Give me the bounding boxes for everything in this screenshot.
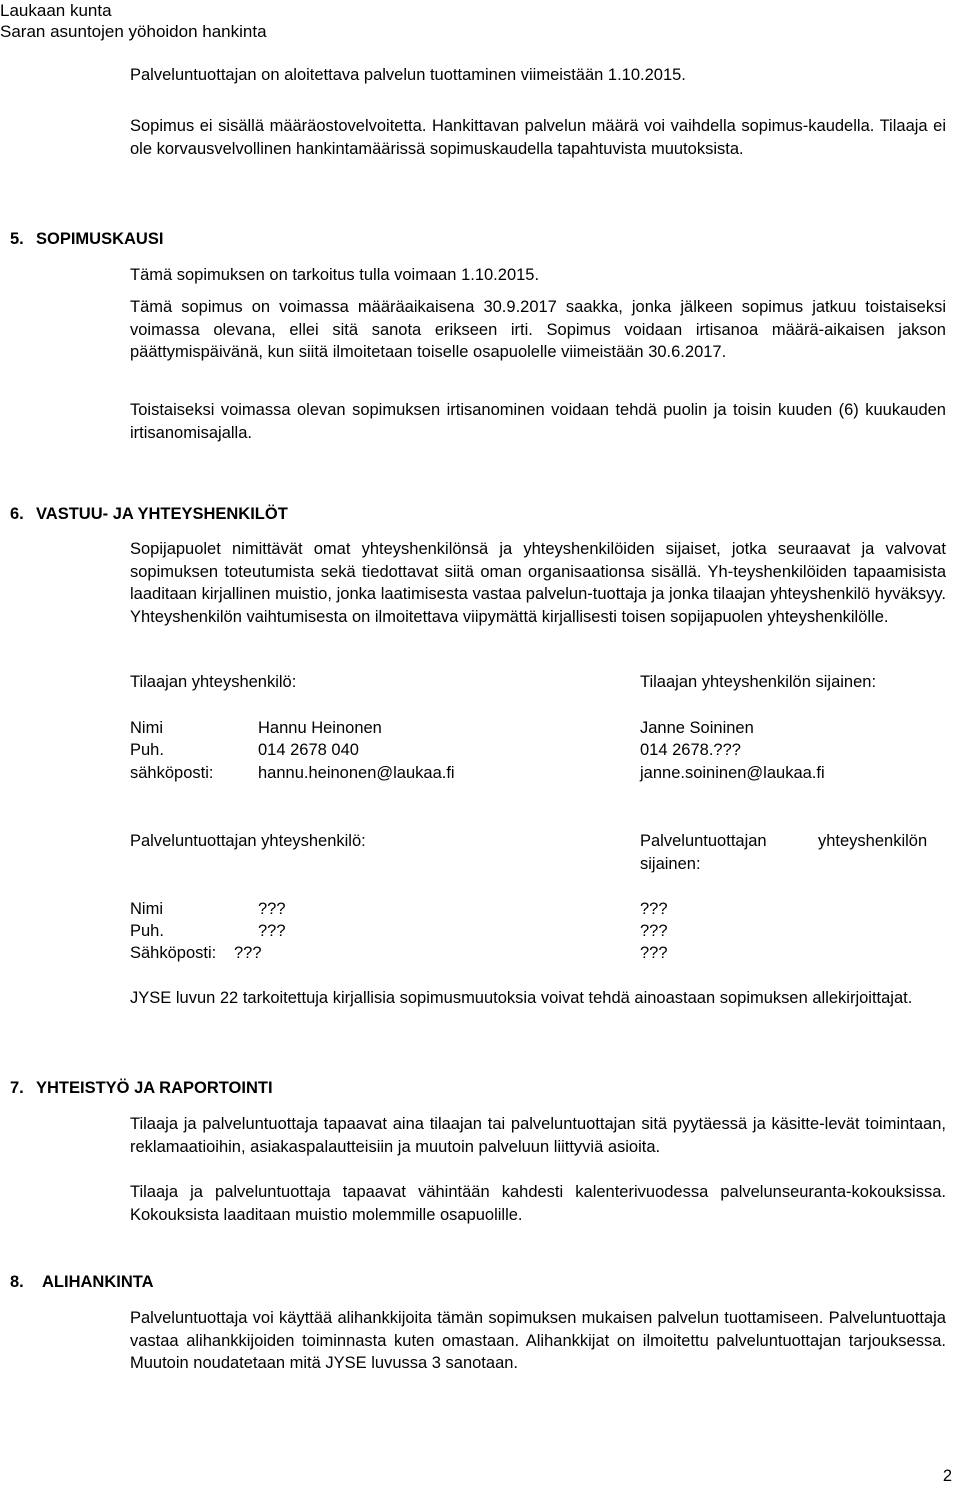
section-6-number: 6. — [10, 505, 24, 523]
section-7-paragraph-1: Tilaaja ja palveluntuottaja tapaavat aina tilaajan tai palveluntuottajan sitä pyytäessä ja käsitte-levät toimintaan, reklamaatioihin, asiakaspalautteisiin ja muutoin palveluun liittyviä asioita. — [130, 1115, 946, 1156]
document-header — [0, 0, 267, 42]
section-5-number: 5. — [10, 230, 24, 248]
section-8-number: 8. — [10, 1273, 24, 1291]
client-deputy-name: Janne Soininen — [640, 719, 754, 737]
section-6-paragraph-1: Sopijapuolet nimittävät omat yhteyshenkilönsä ja yhteyshenkilöiden sijaiset, jotka seuraavat ja valvovat sopimuksen toteutumista sekä tiedottavat siitä oman organisaationsa sisällä. Yh-teyshenkilöiden tapaamisista laaditaan kirjallinen muistio, jonka laatimisesta vastaa palvelun-tuottaja ja jonka tilaajan yhteyshenkilö hyväksyy. Yhteyshenkilön vaihtumisesta on ilmoitettava viipymättä kirjallisesti toisen sopijapuolen yhteyshenkilölle. — [130, 540, 946, 626]
client-name: Hannu Heinonen — [258, 719, 382, 737]
provider-label-email: Sähköposti: — [130, 944, 217, 962]
section-7-paragraph-2: Tilaaja ja palveluntuottaja tapaavat vähintään kahdesti kalenterivuodessa palvelunseuranta-kokouksissa. Kokouksista laaditaan muistio molemmille osapuolille. — [130, 1183, 946, 1224]
section-6-title: VASTUU- JA YHTEYSHENKILÖT — [36, 505, 288, 523]
section-8-paragraph-1: Palveluntuottaja voi käyttää alihankkijoita tämän sopimuksen mukaisen palvelun tuottamiseen. Palveluntuottaja vastaa alihankkijoiden toiminnasta kuten omastaan. Alihankkijat on ilmoitettu palveluntuottajan tarjouksessa. Muutoin noudatetaan mitä JYSE luvussa 3 sanotaan. — [130, 1309, 946, 1372]
provider-phone: ??? — [258, 922, 286, 940]
client-deputy-heading: Tilaajan yhteyshenkilön sijainen: — [640, 673, 877, 691]
client-label-email: sähköposti: — [130, 764, 214, 782]
provider-deputy-email: ??? — [640, 944, 668, 962]
provider-deputy-heading-part3: sijainen: — [640, 855, 701, 873]
client-email: hannu.heinonen@laukaa.fi — [258, 764, 455, 782]
intro-paragraph-start-date: Palveluntuottajan on aloitettava palvelun tuottaminen viimeistään 1.10.2015. — [130, 66, 686, 84]
section-5-paragraph-2: Tämä sopimus on voimassa määräaikaisena 30.9.2017 saakka, jonka jälkeen sopimus jatkuu toistaiseksi voimassa olevana, ellei sitä sanota erikseen irti. Sopimus voidaan irtisanoa määrä-aikaisen jakson päättymispäivänä, kun siitä ilmoitetaan toiselle osapuolelle viimeistään 30.6.2017. — [130, 298, 946, 361]
client-deputy-phone: 014 2678.??? — [640, 741, 741, 759]
header-organization: Laukaan kunta — [0, 1, 112, 20]
provider-label-name: Nimi — [130, 900, 163, 918]
section-5-paragraph-3: Toistaiseksi voimassa olevan sopimuksen irtisanominen voidaan tehdä puolin ja toisin kuuden (6) kuukauden irtisanomisajalla. — [130, 401, 946, 442]
section-8-title: ALIHANKINTA — [42, 1273, 154, 1291]
client-label-phone: Puh. — [130, 741, 164, 759]
client-phone: 014 2678 040 — [258, 741, 359, 759]
provider-label-phone: Puh. — [130, 922, 164, 940]
client-deputy-email: janne.soininen@laukaa.fi — [640, 764, 825, 782]
section-5-title: SOPIMUSKAUSI — [36, 230, 164, 248]
provider-deputy-heading-part2: yhteyshenkilön — [818, 832, 928, 850]
provider-deputy-phone: ??? — [640, 922, 668, 940]
provider-name: ??? — [258, 900, 286, 918]
client-contact-heading: Tilaajan yhteyshenkilö: — [130, 673, 297, 691]
header-project-title: Saran asuntojen yöhoidon hankinta — [0, 22, 267, 41]
provider-deputy-heading-part1: Palveluntuottajan — [640, 832, 767, 850]
provider-deputy-name: ??? — [640, 900, 668, 918]
provider-contact-heading: Palveluntuottajan yhteyshenkilö: — [130, 832, 366, 850]
intro-paragraph-volume: Sopimus ei sisällä määräostovelvoitetta. Hankittavan palvelun määrä voi vaihdella sopimus-kaudella. Tilaaja ei ole korvausvelvollinen hankintamäärissä sopimuskaudella tapahtuvista muutoksista. — [130, 117, 946, 158]
section-7-number: 7. — [10, 1079, 24, 1097]
page-number: 2 — [942, 1467, 952, 1485]
section-6-paragraph-2: JYSE luvun 22 tarkoitettuja kirjallisia sopimusmuutoksia voivat tehdä ainoastaan sopimuksen allekirjoittajat. — [130, 989, 913, 1007]
section-5-paragraph-1: Tämä sopimuksen on tarkoitus tulla voimaan 1.10.2015. — [130, 266, 540, 284]
provider-email: ??? — [234, 944, 262, 962]
client-label-name: Nimi — [130, 719, 163, 737]
section-7-title: YHTEISTYÖ JA RAPORTOINTI — [36, 1079, 273, 1097]
